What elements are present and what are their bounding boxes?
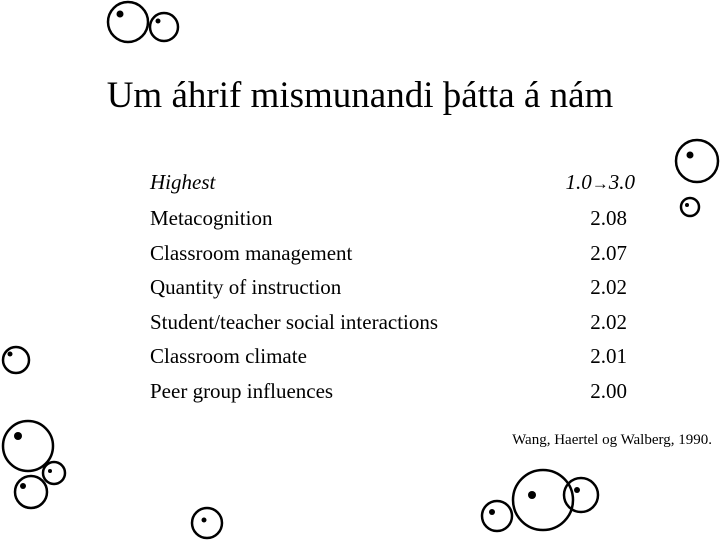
effect-header-row — [150, 167, 635, 197]
effect-row — [150, 341, 630, 371]
bubble — [3, 347, 29, 373]
bubble-dot — [574, 487, 580, 493]
effect-row — [150, 376, 630, 406]
factor-label: Classroom climate — [150, 344, 307, 368]
arrow-right-icon: → — [591, 174, 609, 193]
citation: Wang, Haertel og Walberg, 1990. — [512, 432, 712, 448]
bubble-dot — [8, 352, 13, 357]
bubble-dot — [48, 469, 52, 473]
effect-value: 2.02 — [590, 275, 627, 299]
factor-label: Metacognition — [150, 206, 273, 230]
effect-row — [150, 238, 630, 268]
effect-value: 2.07 — [590, 241, 627, 265]
bubble — [150, 13, 178, 41]
range-to: 3.0 — [608, 170, 635, 194]
slide-title: Um áhrif mismunandi þátta á nám — [106, 75, 614, 116]
bubble — [681, 198, 699, 216]
bubble — [43, 462, 65, 484]
header-range — [566, 167, 636, 199]
bubble-dot — [20, 483, 26, 489]
factor-label: Student/teacher social interactions — [150, 310, 439, 334]
effect-row — [150, 307, 630, 337]
factor-label: Peer group influences — [150, 379, 334, 403]
bubble-dot — [202, 518, 207, 523]
effect-row — [150, 203, 630, 233]
bubble-dot — [14, 432, 22, 440]
bubble-dot — [489, 509, 495, 515]
factor-label: Quantity of instruction — [150, 275, 342, 299]
bubble — [3, 421, 53, 471]
effect-value: 2.02 — [590, 310, 627, 334]
effect-row — [150, 272, 630, 302]
bubble-dot — [117, 11, 124, 18]
bubble-dot — [685, 203, 689, 207]
effect-value: 2.00 — [590, 379, 627, 403]
bubble — [564, 478, 598, 512]
bubble — [482, 501, 512, 531]
bubble — [15, 476, 47, 508]
bubble — [108, 2, 148, 42]
bubble-dot — [687, 152, 694, 159]
range-from: 1.0 — [565, 170, 592, 194]
effect-value: 2.01 — [590, 344, 627, 368]
effect-value: 2.08 — [590, 206, 627, 230]
bubble — [192, 508, 222, 538]
bubble-dot — [156, 19, 161, 24]
bubble-dot — [528, 491, 536, 499]
bubble — [676, 140, 718, 182]
header-label: Highest — [150, 170, 216, 194]
factor-label: Classroom management — [150, 241, 353, 265]
